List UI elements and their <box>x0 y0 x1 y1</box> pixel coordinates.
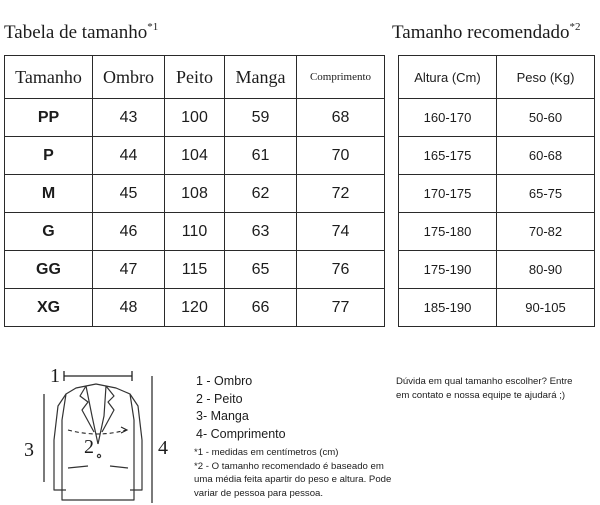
peso-cell: 70-82 <box>497 213 595 251</box>
diagram-label-2: 2 <box>84 436 94 458</box>
size-cell: XG <box>5 289 93 327</box>
legend-item: 1 - Ombro <box>196 374 253 388</box>
comprimento-cell: 70 <box>297 137 385 175</box>
legend-item: 4- Comprimento <box>196 426 286 441</box>
size-cell: P <box>5 137 93 175</box>
manga-cell: 59 <box>225 99 297 137</box>
footnotes <box>194 446 391 500</box>
table-row <box>399 289 595 327</box>
footnote-line: uma média feita apartir do peso e altura. Pode <box>194 474 392 485</box>
peito-cell: 120 <box>165 289 225 327</box>
footnote-line: *1 - medidas em centímetros (cm) <box>194 447 339 458</box>
manga-cell: 65 <box>225 251 297 289</box>
altura-cell: 175-190 <box>399 251 497 289</box>
peito-cell: 115 <box>165 251 225 289</box>
manga-cell: 61 <box>225 137 297 175</box>
header-tamanho: Tamanho <box>5 56 93 99</box>
comprimento-cell: 77 <box>297 289 385 327</box>
peito-cell: 110 <box>165 213 225 251</box>
altura-cell: 170-175 <box>399 175 497 213</box>
size-table-title-footnote: *1 <box>147 21 159 33</box>
table-row <box>399 99 595 137</box>
size-cell: PP <box>5 99 93 137</box>
table-row <box>5 99 385 137</box>
table-row <box>5 175 385 213</box>
table-row <box>5 137 385 175</box>
manga-cell: 62 <box>225 175 297 213</box>
altura-cell: 160-170 <box>399 99 497 137</box>
size-table <box>4 55 385 327</box>
chest-measure-line <box>68 430 126 434</box>
size-cell: GG <box>5 251 93 289</box>
header-comprimento: Comprimento <box>297 56 385 99</box>
peito-cell: 108 <box>165 175 225 213</box>
header-peso: Peso (Kg) <box>497 56 595 99</box>
comprimento-cell: 76 <box>297 251 385 289</box>
table-row <box>399 213 595 251</box>
recommended-table-title-footnote: *2 <box>569 21 581 33</box>
ombro-cell: 43 <box>93 99 165 137</box>
peso-cell: 90-105 <box>497 289 595 327</box>
table-row <box>399 137 595 175</box>
header-altura: Altura (Cm) <box>399 56 497 99</box>
manga-cell: 63 <box>225 213 297 251</box>
recommended-table <box>398 55 595 327</box>
altura-cell: 175-180 <box>399 213 497 251</box>
size-table-header-row <box>5 56 385 99</box>
diagram-label-1: 1 <box>50 365 60 387</box>
comprimento-cell: 74 <box>297 213 385 251</box>
peso-cell: 80-90 <box>497 251 595 289</box>
table-row <box>399 175 595 213</box>
legend-item: 3- Manga <box>196 409 249 423</box>
peso-cell: 60-68 <box>497 137 595 175</box>
manga-cell: 66 <box>225 289 297 327</box>
help-text-line: em contato e nossa equipe te ajudará ;) <box>396 390 566 401</box>
measurement-legend <box>196 373 286 443</box>
jacket-icon <box>54 384 142 500</box>
table-row <box>5 251 385 289</box>
peso-cell: 50-60 <box>497 99 595 137</box>
altura-cell: 165-175 <box>399 137 497 175</box>
table-row <box>399 251 595 289</box>
ombro-cell: 44 <box>93 137 165 175</box>
help-text <box>396 375 600 403</box>
altura-cell: 185-190 <box>399 289 497 327</box>
size-table-title: Tabela de tamanho$^{*1}$ <box>4 21 159 43</box>
header-ombro: Ombro <box>93 56 165 99</box>
help-text-line: Dúvida em qual tamanho escolher? Entre <box>396 376 573 387</box>
ombro-cell: 48 <box>93 289 165 327</box>
footnote-line: *2 - O tamanho recomendado é baseado em <box>194 460 384 472</box>
recommended-table-title: Tamanho recomendado$^{*2}$ <box>392 21 581 43</box>
peito-cell: 100 <box>165 99 225 137</box>
table-row <box>5 213 385 251</box>
ombro-cell: 46 <box>93 213 165 251</box>
footnote-line: variar de pessoa para pessoa. <box>194 487 324 499</box>
table-row <box>5 289 385 327</box>
ombro-cell: 45 <box>93 175 165 213</box>
recommended-table-header-row <box>399 56 595 99</box>
header-manga: Manga <box>225 56 297 99</box>
comprimento-cell: 68 <box>297 99 385 137</box>
comprimento-cell: 72 <box>297 175 385 213</box>
size-cell: M <box>5 175 93 213</box>
jacket-measurement-diagram <box>0 360 190 505</box>
legend-item: 2 - Peito <box>196 391 243 406</box>
peito-cell: 104 <box>165 137 225 175</box>
diagram-label-4: 4 <box>158 437 168 459</box>
header-peito: Peito <box>165 56 225 99</box>
peso-cell: 65-75 <box>497 175 595 213</box>
diagram-label-3: 3 <box>24 439 34 461</box>
ombro-cell: 47 <box>93 251 165 289</box>
size-cell: G <box>5 213 93 251</box>
